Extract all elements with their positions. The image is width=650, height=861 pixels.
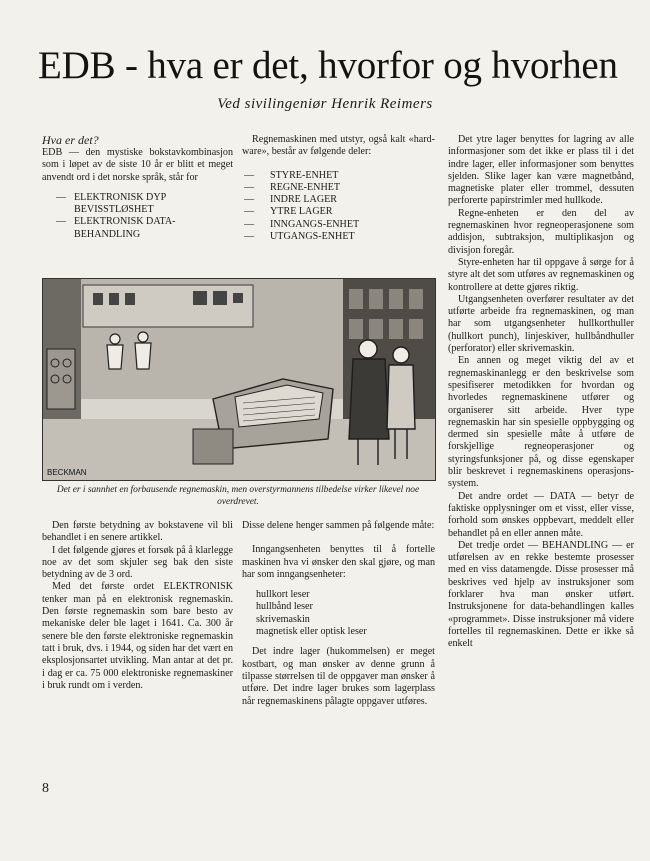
body-paragraph: Inngangsenheten benyttes til å fortelle maskinen hva vi ønsker den skal gjøre, og man har som inngangsenheter: bbox=[242, 544, 435, 580]
list-item: magnetisk eller optisk leser bbox=[256, 626, 367, 638]
column-3 bbox=[448, 134, 634, 650]
body-paragraph: Det tredje ordet — BEHANDLING — er utførelsen av en rekke bestemte prosesser med en viss datamengde. Disse prosesser må beskrives ved hjelp av instruksjoner som forklarer hva man ønsker utført. Instruksjonene for data-behandlingen kalles «programmet». Disse instruksjoner må videre fortelles til regnemaskinen. Dette er ikke så enkelt bbox=[448, 539, 634, 650]
body-paragraph: Den første betydning av bokstavene vil bli behandlet i en senere artikkel. bbox=[42, 520, 233, 544]
article-title: EDB - hva er det, hvorfor og hvorhen bbox=[38, 44, 618, 87]
edb-meanings-list bbox=[42, 192, 233, 241]
artist-signature: BECKMAN bbox=[47, 468, 87, 477]
body-paragraph: Det ytre lager benyttes for lagring av alle informasjoner som det ikke er plass til i det indre lager, eller informasjoner som benyttes sjelden. Slike lager kan være magnetbånd, magnetiske plater eller trommel, dessuten perforerte papirstrimler med hullkode. bbox=[448, 134, 634, 207]
list-item: — ELEKTRONISK DATABEHANDLING bbox=[56, 216, 176, 240]
body-paragraph: Med det første ordet ELEKTRONISK tenker man på en elektronisk regnemaskin. Den første regnemaskin som bare besto av mekaniske deler ble laget i 1641. Ca. 300 år senere ble den første elektroniske regnemaskin tatt i bruk, dvs. i 1944, og siden har det vært en eksplosjonsartet utvikling. Man antar at det pr. i dag er ca. 75 000 elektroniske regnemaskiner i bruk rundt om i verden. bbox=[42, 581, 233, 691]
author-byline: Ved sivilingeniør Henrik Reimers bbox=[217, 96, 433, 112]
body-paragraph: I det følgende gjøres et forsøk på å klarlegge noe av det som skjuler seg bak den siste betydning av de 3 ord. bbox=[42, 544, 233, 581]
column-2-bottom bbox=[242, 520, 435, 708]
hardware-parts-list bbox=[242, 170, 435, 244]
computer-cartoon-illustration bbox=[42, 278, 436, 481]
illustration-caption: Det er i sannhet en forbausende regnemaskin, men overstyrmannens tilbedelse virker likevel noe overdrevet. bbox=[56, 485, 420, 507]
page-number: 8 bbox=[42, 781, 49, 796]
column-1-bottom bbox=[42, 520, 233, 692]
intro-paragraph: EDB — den mystiske bokstavkombinasjon som i løpet av de siste 10 år er blitt et meget anvendt ord i det norske språk, står for bbox=[42, 147, 233, 183]
list-item: — ELEKTRONISK DYP BEVISSTLØSHET bbox=[56, 191, 166, 216]
list-item: hullkort leser bbox=[256, 589, 310, 601]
hardware-intro: Regnemaskinen med utstyr, også kalt «hard-ware», består av følgende deler: bbox=[242, 134, 435, 158]
list-item: skrivemaskin bbox=[256, 613, 310, 625]
body-paragraph: Styre-enheten har til oppgave å sørge for å styre alt det som utføres av regnemaskinen og kontrollere at dette gjøres riktig. bbox=[448, 256, 634, 293]
list-item: — INDRE LAGER bbox=[244, 194, 338, 206]
column-1-top bbox=[42, 134, 233, 241]
body-paragraph: Det andre ordet — DATA — betyr de faktiske opplysninger om et visst, eller visse, forhold som ønskes oppbevart, meddelt eller behandlet på en eller annen måte. bbox=[448, 490, 634, 539]
body-paragraph: Det indre lager (hukommelsen) er meget kostbart, og man ønsker av denne grunn å tilpasse størrelsen til de oppgaver man ønsker å utføre. Det indre lager brukes som lagerplass når regnemaskinens pålagte oppgaver utføres. bbox=[242, 646, 435, 707]
body-paragraph: Regne-enheten er den del av regnemaskinen hvor regneoperasjonene som addisjon, subtraksjon, multiplikasjon og divisjon foregår. bbox=[448, 207, 634, 256]
list-item: — STYRE-ENHET bbox=[244, 169, 339, 181]
list-item: — UTGANGS-ENHET bbox=[244, 231, 355, 243]
column-2-top bbox=[242, 134, 435, 243]
list-item: — YTRE LAGER bbox=[244, 206, 333, 218]
list-item: hullbånd leser bbox=[256, 601, 313, 613]
list-item: — INNGANGS-ENHET bbox=[244, 218, 360, 230]
body-paragraph: En annen og meget viktig del av et regnemaskinanlegg er den beskrivelse som spesifiserer metodikken for hvordan og hvorledes regnemaskinene utfører og organiserer sitt arbeide. Hver type regnemaskin har sin spesielle oppbygging og dermed sin spesielle måte å utføre de forskjellige regneoperasjoner og styringsfunksjoner på, og disse egenskaper blir beskrevet i regnemaskinens operasjons-system. bbox=[448, 355, 634, 490]
input-devices-list bbox=[256, 589, 435, 638]
list-item: — REGNE-ENHET bbox=[244, 181, 341, 193]
body-paragraph: Utgangsenheten overfører resultater av det utførte arbeide fra regnemaskinen, og man har som utgangsenheter hullkorthuller (hullkort punch), linjeskiver, hullbåndhuller (perforator) eller skrivemaskin. bbox=[448, 293, 634, 355]
body-paragraph: Disse delene henger sammen på følgende måte: bbox=[242, 520, 435, 531]
section-heading: Hva er det? bbox=[42, 133, 99, 147]
